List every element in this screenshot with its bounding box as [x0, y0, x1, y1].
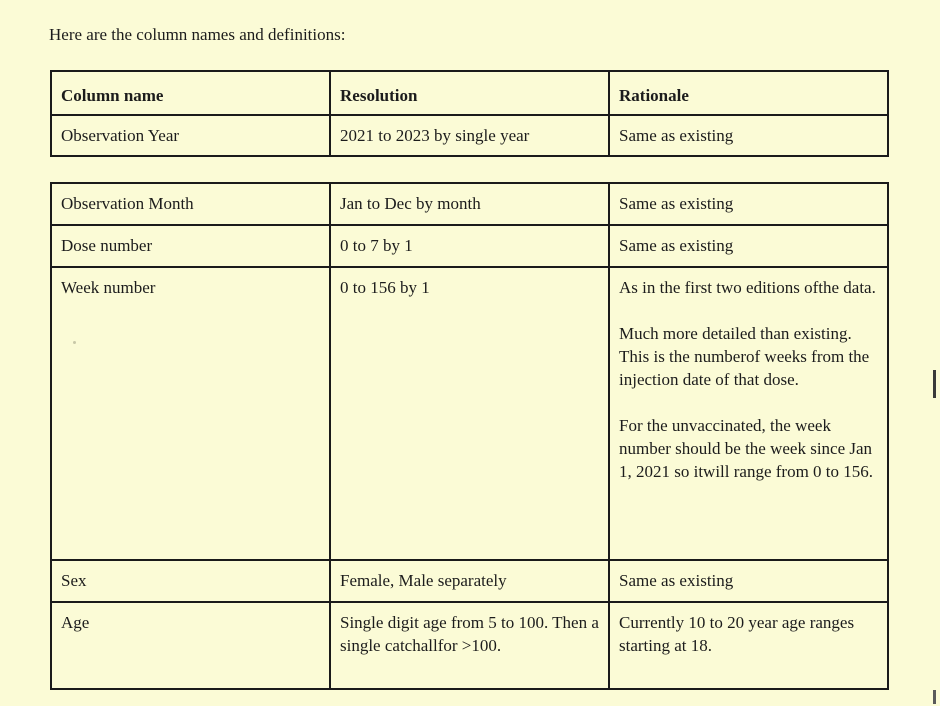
cell-resolution: Jan to Dec by month: [330, 183, 609, 225]
cell-resolution: 0 to 156 by 1: [330, 267, 609, 560]
rationale-paragraph: Much more detailed than existing. This is the numberof weeks from the injection date of that dose.: [619, 324, 870, 389]
scan-edge-mark: [933, 690, 936, 704]
cell-column-name: Age: [51, 602, 330, 689]
header-rationale: Rationale: [609, 71, 888, 115]
cell-resolution: Female, Male separately: [330, 560, 609, 602]
cell-resolution: 0 to 7 by 1: [330, 225, 609, 267]
table-row: [51, 602, 888, 689]
cell-rationale: Same as existing: [609, 183, 888, 225]
rationale-paragraph: For the unvaccinated, the week number should be the week since Jan 1, 2021 so itwill range from 0 to 156.: [619, 416, 874, 481]
header-column-name: Column name: [51, 71, 330, 115]
cell-resolution: 2021 to 2023 by single year: [330, 115, 609, 156]
header-resolution: Resolution: [330, 71, 609, 115]
table-row: [51, 560, 888, 602]
cell-column-name: Sex: [51, 560, 330, 602]
table-row: [51, 267, 888, 560]
intro-text: Here are the column names and definitions:: [49, 25, 346, 44]
definitions-table-header: [50, 70, 889, 157]
cell-rationale: Same as existing: [609, 225, 888, 267]
rationale-paragraph: As in the first two editions ofthe data.: [619, 278, 876, 297]
definitions-table-body: [50, 182, 889, 690]
scan-edge-mark: [933, 370, 936, 398]
table-header-row: [51, 71, 888, 115]
cell-column-name: Observation Year: [51, 115, 330, 156]
cell-column-name: Week number: [51, 267, 330, 560]
cell-resolution: Single digit age from 5 to 100. Then a single catchallfor >100.: [330, 602, 609, 689]
table-row: [51, 225, 888, 267]
cell-rationale: [609, 267, 888, 560]
scan-speck: [73, 341, 76, 344]
cell-rationale: Same as existing: [609, 560, 888, 602]
cell-rationale: Currently 10 to 20 year age ranges starting at 18.: [609, 602, 888, 689]
table-row: [51, 115, 888, 156]
cell-column-name: Dose number: [51, 225, 330, 267]
table-row: [51, 183, 888, 225]
cell-rationale: Same as existing: [609, 115, 888, 156]
cell-column-name: Observation Month: [51, 183, 330, 225]
